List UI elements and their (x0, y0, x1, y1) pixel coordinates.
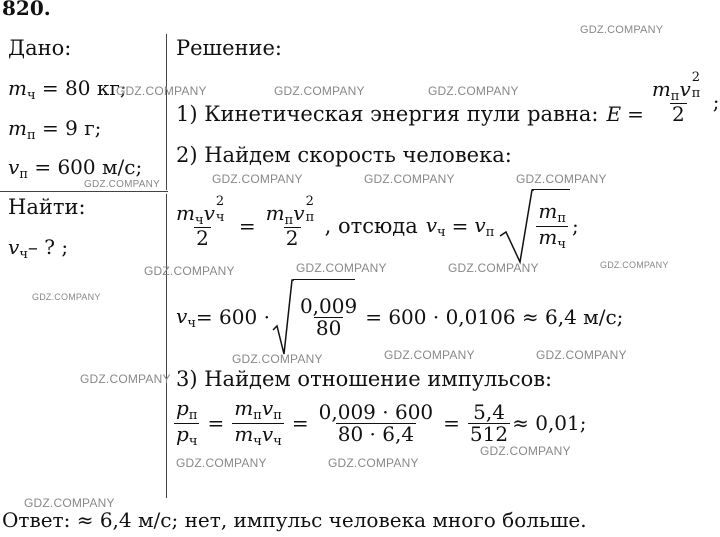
watermark: GDZ.COMPANY (232, 352, 323, 366)
solution-divider-vertical (166, 194, 167, 498)
watermark: GDZ.COMPANY (32, 292, 101, 302)
subscript: п (26, 128, 36, 143)
watermark: GDZ.COMPANY (428, 84, 519, 98)
fraction-numerator: $m_пv_п$ (234, 396, 282, 423)
watermark: GDZ.COMPANY (328, 456, 419, 470)
symbol: m (8, 76, 27, 100)
given-mass-human (8, 76, 127, 103)
momentum-result: ≈ 0,01; (512, 411, 587, 436)
subscript: ч (26, 88, 36, 103)
velocity-bullet: $v_п$ (474, 212, 495, 240)
fraction-denominator: $m_ч$ (538, 224, 566, 252)
fraction-denominator: 2 (196, 226, 209, 251)
watermark: GDZ.COMPANY (116, 84, 207, 98)
given-mass-bullet (8, 116, 101, 143)
kinetic-energy-fraction (650, 70, 707, 127)
find-heading: Найти: (8, 195, 86, 219)
watermark: GDZ.COMPANY (84, 179, 160, 190)
velocity-human: $v_ч$ (425, 212, 446, 240)
simplified-fraction (468, 399, 510, 446)
problem-number: 820. (2, 0, 51, 20)
equals-sign: = (207, 411, 225, 436)
subscript: ч (19, 247, 28, 262)
semicolon: ; (712, 90, 720, 114)
watermark: GDZ.COMPANY (600, 260, 669, 270)
given-heading: Дано: (8, 36, 72, 60)
symbol: v (8, 155, 20, 179)
sqrt-sign-icon (272, 278, 294, 356)
fraction-denominator: 2 (671, 102, 685, 127)
value: = 9 г; (35, 116, 102, 140)
fraction-numerator: $m_пv$ 2 п (651, 70, 701, 104)
sqrt-sign-icon (498, 188, 534, 264)
fraction-bullet-energy (264, 194, 321, 251)
watermark: GDZ.COMPANY (536, 348, 627, 362)
fraction-numerator: $m_пv$ 2 п (265, 194, 315, 228)
fraction-human-energy (174, 194, 231, 251)
watermark: GDZ.COMPANY (580, 24, 664, 36)
watermark: GDZ.COMPANY (384, 348, 475, 362)
equals-sign: = (443, 411, 460, 436)
fraction-numerator: 0,009 · 600 (318, 399, 434, 424)
semicolon: ; (572, 214, 579, 238)
step3-text: 3) Найдем отношение импульсов: (176, 367, 553, 391)
answer-line: Ответ: ≈ 6,4 м/с; нет, импульс человека много больше. (2, 508, 587, 532)
given-divider-horizontal (0, 191, 168, 192)
fraction-numerator: $p_п$ (176, 396, 198, 423)
sqrt-mass-ratio (498, 188, 570, 264)
watermark: GDZ.COMPANY (80, 372, 171, 386)
watermark: GDZ.COMPANY (176, 456, 267, 470)
watermark: GDZ.COMPANY (24, 496, 115, 510)
watermark: GDZ.COMPANY (144, 264, 235, 278)
fraction-denominator: 80 · 6,4 (337, 421, 415, 446)
solution-heading: Решение: (176, 36, 283, 60)
fraction-numerator: 0,009 (299, 293, 358, 318)
given-divider-vertical (166, 34, 167, 190)
step2-numeric (176, 278, 623, 356)
step2-equation (172, 188, 579, 264)
equals-sign: = (238, 214, 256, 238)
watermark: GDZ.COMPANY (448, 261, 539, 275)
fraction-numerator: 5,4 (473, 399, 505, 424)
fraction-numerator: $m_п$ (538, 198, 567, 226)
value: = 600 м/с; (27, 155, 143, 179)
fraction-denominator: $p_ч$ (176, 421, 198, 449)
watermark: GDZ.COMPANY (296, 261, 387, 275)
velocity-human: $v_ч$ (176, 303, 196, 331)
hence-text: , отсюда (324, 214, 418, 238)
watermark: GDZ.COMPANY (274, 84, 365, 98)
step3-equation (172, 398, 587, 448)
watermark: GDZ.COMPANY (516, 172, 607, 186)
step2-text: 2) Найдем скорость человека: (176, 143, 512, 167)
fraction-denominator: 512 (469, 421, 509, 446)
subscript: п (19, 167, 28, 182)
multiplier-text: = 600 · (195, 305, 270, 329)
energy-symbol: E (606, 102, 622, 126)
sqrt-numeric-ratio (272, 278, 361, 356)
watermark: GDZ.COMPANY (480, 444, 571, 458)
watermark: GDZ.COMPANY (212, 172, 303, 186)
equals-sign: = (451, 214, 469, 238)
step1-text: 1) Кинетическая энергия пули равна: (176, 102, 599, 126)
mass-ratio-fraction (536, 198, 568, 252)
find-velocity-human (8, 235, 68, 262)
value: = 80 кг; (35, 76, 127, 100)
fraction-denominator: 2 (285, 226, 299, 251)
symbol: v (8, 235, 20, 259)
given-velocity-bullet (8, 155, 142, 182)
symbol: m (8, 116, 27, 140)
fraction-numerator: $m_чv$ 2 ч (176, 194, 225, 228)
numeric-momentum-fraction (317, 399, 436, 446)
value: – ? ; (27, 235, 69, 259)
equals-sign: = (291, 411, 309, 436)
momentum-ratio-fraction (174, 398, 199, 448)
watermark: GDZ.COMPANY (364, 172, 455, 186)
equals-sign: = (627, 102, 644, 126)
fraction-denominator: $m_чv_ч$ (234, 421, 282, 449)
mass-velocity-fraction (232, 398, 284, 448)
numeric-result: = 600 · 0,0106 ≈ 6,4 м/с; (365, 305, 624, 329)
fraction-denominator: 80 (315, 315, 342, 340)
numeric-ratio-fraction (298, 293, 359, 340)
